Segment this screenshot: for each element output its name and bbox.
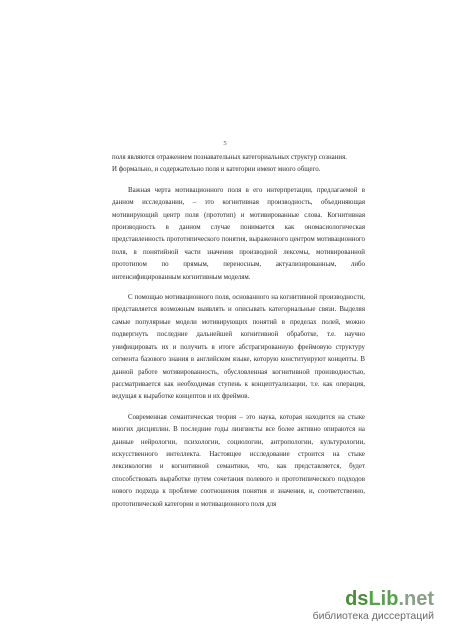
paragraph-1: поля являются отражением познавательных категориальных структур сознания.	[112, 154, 347, 161]
watermark-ds: ds	[345, 588, 369, 610]
paragraph-5: Современная семантическая теория – это наука, которая находится на стыке многих дисциплин. В последние годы лингвисты все более активно опираются на данные нейрологии, психологии, социологии, антропологии, культурологии, искусственного интеллекта. Настоящее исследование строится на стыке лексикологии и когнитивной семантики, что, как представляется, будет способствовать выработке путем сочетания полевого и прототипического подходов нового подхода к проблеме соотношения понятия и значения, и, соответственно, прототипической категории и мотивационного поля для	[112, 413, 365, 508]
watermark-lib: Lib	[368, 588, 399, 610]
paragraph-4: С помощью мотивационного поля, основанного на когнитивной производности, представляется возможным выявлять и описывать категориальные связи. Выделяя самые популярные модели мотивирующих понятий в пределах полей, можно подвергнуть последние дальнейшей когнитивной обработке, т.е. научно унифицировать их и получить в итоге абстрагированную фреймовую структуру сегмента базового знания в английском языке, которую конституируют концепты. В данной работе мотивированность, обусловленная когнитивной производностью, рассматривается как необходимая ступень к концептуализации, т.е. как операция, ведущая к выработке концептов и их фреймов.	[112, 294, 365, 401]
watermark-net: .net	[398, 588, 434, 610]
page-number: 5	[223, 140, 227, 147]
body-text	[112, 152, 365, 511]
watermark-logo	[313, 588, 434, 622]
watermark-subtitle: библиотека диссертаций	[312, 610, 434, 622]
paragraph-2: И формально, и содержательно поля и категории имеют много общего.	[112, 166, 321, 174]
watermark-title	[313, 588, 434, 610]
paragraph-3: Важная черта мотивационного поля в его интерпретации, предлагаемой в данном исследовании, – это когнитивная производность, объединяющая мотивирующий центр поля (прототип) и мотивированные слова. Когнитивная производность в данном случае понимается как ономасиологическая представленность прототипического понятия, выраженного центром мотивационного поля, в понятийной части значения производной лексемы, мотивированной прототипом по прямым, переносным, актуализированным, либо интенсифицированным когнитивным моделям.	[112, 186, 365, 281]
